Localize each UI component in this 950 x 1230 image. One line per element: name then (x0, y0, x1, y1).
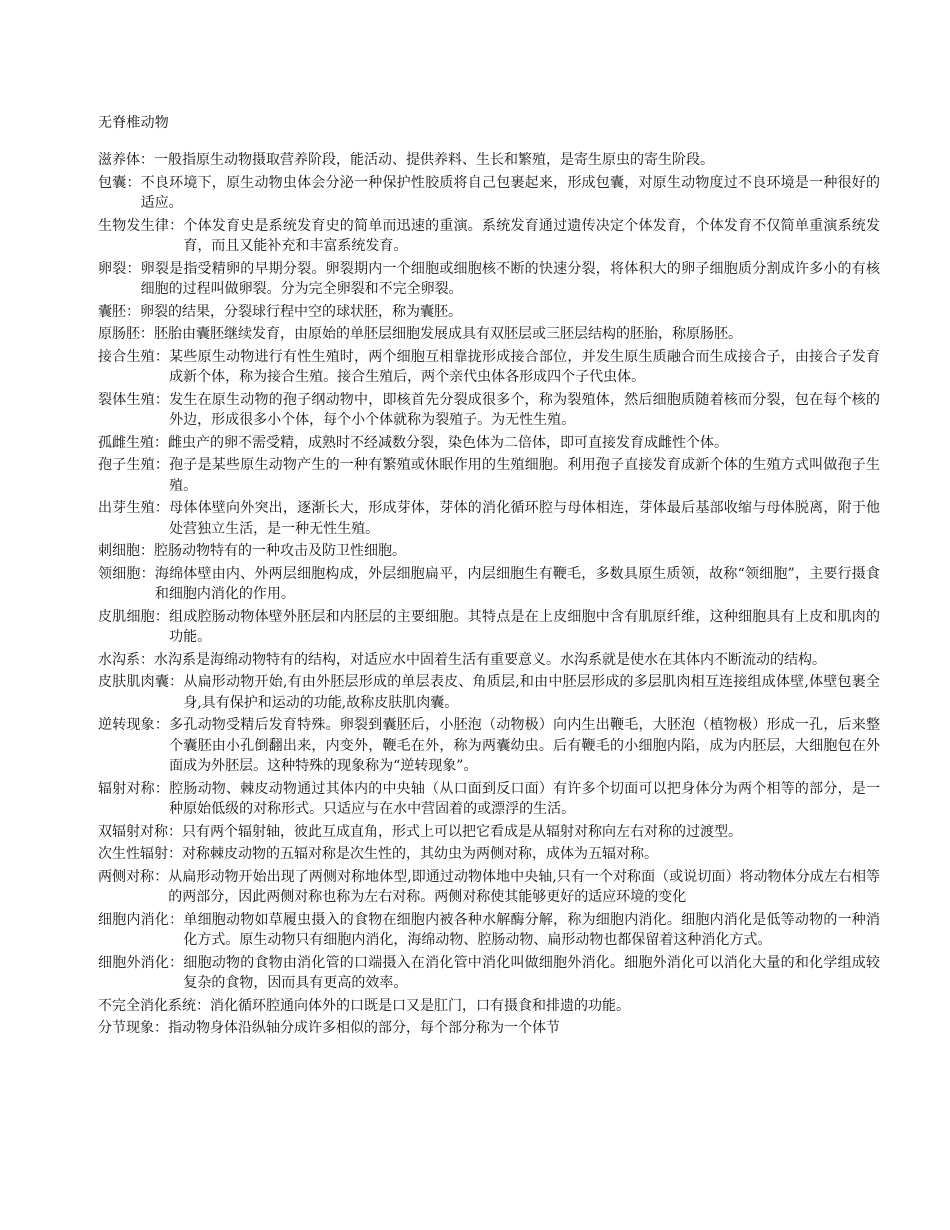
glossary-entry (98, 1018, 880, 1039)
entry-term: 辐射对称： (98, 780, 170, 797)
entry-term: 皮肤肌肉囊： (98, 674, 184, 690)
glossary-entry (98, 822, 880, 843)
entry-term: 领细胞： (98, 565, 155, 582)
entry-term: 原肠胚： (98, 326, 154, 342)
glossary-entry (98, 390, 880, 431)
entry-definition: 腔肠动物、棘皮动物通过其体内的中央轴（从口面到反口面）有许多个切面可以把身体分为两个相等的部分，是一种原始低级的对称形式。只适应与在水中营固着的或漂浮的生活。 (169, 780, 881, 817)
entry-definition: 不良环境下，原生动物虫体会分泌一种保护性胶质将自己包裹起来，形成包囊，对原生动物度过不良环境是一种很好的适应。 (140, 174, 881, 211)
glossary-entry (98, 779, 880, 820)
entry-term: 接合生殖： (98, 348, 170, 365)
entry-definition: 水沟系是海绵动物特有的结构，对适应水中固着生活有重要意义。水沟系就是使水在其体内不断流动的结构。 (154, 651, 826, 668)
entry-term: 裂体生殖： (98, 391, 170, 408)
glossary-entry (98, 844, 880, 865)
glossary-entry (98, 498, 880, 539)
entry-term: 分节现象： (98, 1020, 168, 1036)
entry-definition: 胚胎由囊胚继续发育，由原始的单胚层细胞发展成具有双胚层或三胚层结构的胚胎，称原肠胚。 (154, 326, 742, 342)
entry-term: 孤雌生殖： (98, 434, 168, 451)
entry-term: 生物发生律： (98, 217, 184, 234)
glossary-entry (98, 302, 880, 323)
glossary-entry (98, 650, 880, 671)
entry-definition: 海绵体壁由内、外两层细胞构成，外层细胞扁平，内层细胞生有鞭毛，多数具原生质领，故称“领细胞”，主要行摄食和细胞内消化的作用。 (154, 565, 881, 602)
entry-term: 不完全消化系统： (98, 997, 210, 1014)
entry-term: 次生性辐射： (98, 846, 182, 862)
glossary-entry (98, 173, 880, 214)
entry-term: 细胞外消化： (98, 954, 184, 971)
glossary-entry (98, 541, 880, 562)
glossary-entry (98, 672, 880, 713)
entry-term: 囊胚： (98, 303, 140, 320)
entry-definition: 只有两个辐射轴，彼此互成直角，形式上可以把它看成是从辐射对称向左右对称的过渡型。 (182, 823, 742, 840)
entry-definition: 孢子是某些原生动物产生的一种有繁殖或休眠作用的生殖细胞。利用孢子直接发育成新个体的生殖方式叫做孢子生殖。 (169, 457, 881, 494)
entry-definition: 发生在原生动物的孢子纲动物中，即核首先分裂成很多个，称为裂殖体，然后细胞质随着核而分裂，包在每个核的外边，形成很多小个体，每个小个体就称为裂殖子。为无性生殖。 (169, 391, 881, 428)
glossary-entry (98, 867, 880, 908)
glossary-entry (98, 564, 880, 605)
glossary-entry (98, 150, 880, 171)
entry-definition: 多孔动物受精后发育特殊。卵裂到囊胚后，小胚泡（动物极）向内生出鞭毛，大胚泡（植物极）形成一孔，后来整个囊胚由小孔倒翻出来，内变外，鞭毛在外，称为两囊幼虫。后有鞭毛的小细胞内陷，成为内胚层，大细胞包在外面成为外胚层。这种特殊的现象称为“逆转现象”。 (169, 717, 881, 774)
entry-term: 孢子生殖： (98, 457, 170, 473)
entry-term: 出芽生殖： (98, 500, 170, 516)
entry-term: 卵裂： (98, 260, 141, 277)
glossary-entry (98, 953, 880, 994)
glossary-entry (98, 259, 880, 300)
entry-definition: 个体发育史是系统发育史的简单而迅速的重演。系统发育通过遗传决定个体发育，个体发育不仅简单重演系统发育，而且又能补充和丰富系统发育。 (183, 217, 881, 254)
entry-definition: 卵裂的结果，分裂球行程中空的球状胚，称为囊胚。 (140, 303, 462, 320)
glossary-entry (98, 910, 880, 951)
glossary-list (98, 150, 880, 1041)
entry-definition: 某些原生动物进行有性生殖时，两个细胞互相靠拢形成接合部位，并发生原生质融合而生成接合子，由接合子发育成新个体，称为接合生殖。接合生殖后，两个亲代虫体各形成四个子代虫体。 (169, 348, 881, 385)
entry-term: 双辐射对称： (98, 823, 182, 840)
entry-term: 滋养体： (98, 152, 154, 168)
entry-definition: 卵裂是指受精卵的早期分裂。卵裂期内一个细胞或细胞核不断的快速分裂，将体积大的卵子细胞质分割成许多小的有核细胞的过程叫做卵裂。分为完全卵裂和不完全卵裂。 (140, 260, 881, 297)
glossary-entry (98, 324, 880, 345)
glossary-entry (98, 715, 880, 777)
glossary-entry (98, 607, 880, 648)
entry-definition: 组成腔肠动物体壁外胚层和内胚层的主要细胞。其特点是在上皮细胞中含有肌原纤维，这种细胞具有上皮和肌肉的功能。 (169, 608, 881, 645)
entry-definition: 母体体壁向外突出，逐渐长大，形成芽体，芽体的消化循环腔与母体相连，芽体最后基部收缩与母体脱离，附于他处营独立生活，是一种无性生殖。 (169, 500, 881, 537)
entry-definition: 消化循环腔通向体外的口既是口又是肛门，口有摄食和排遗的功能。 (210, 997, 630, 1014)
document-title: 无脊椎动物 (98, 115, 169, 131)
entry-definition: 细胞动物的食物由消化管的口端摄入在消化管中消化叫做细胞外消化。细胞外消化可以消化大量的和化学组成较复杂的食物，因而具有更高的效率。 (183, 954, 881, 991)
entry-definition: 从扁形动物开始,有由外胚层形成的单层表皮、角质层,和由中胚层形成的多层肌肉相互连接组成体壁,体壁包裹全身,具有保护和运动的功能,故称皮肤肌肉囊。 (183, 674, 880, 711)
entry-definition: 对称棘皮动物的五辐对称是次生性的，其幼虫为两侧对称，成体为五辐对称。 (182, 846, 658, 862)
entry-term: 水沟系： (98, 651, 154, 668)
entry-term: 包囊： (98, 174, 141, 191)
glossary-entry (98, 216, 880, 257)
glossary-entry (98, 433, 880, 454)
glossary-entry (98, 347, 880, 388)
entry-term: 逆转现象： (98, 717, 170, 733)
entry-term: 刺细胞： (98, 543, 154, 559)
entry-definition: 雌虫产的卵不需受精，成熟时不经减数分裂，染色体为二倍体，即可直接发育成雌性个体。 (168, 434, 728, 451)
entry-definition: 腔肠动物特有的一种攻击及防卫性细胞。 (154, 543, 406, 559)
glossary-entry (98, 996, 880, 1017)
entry-term: 细胞内消化： (98, 911, 184, 928)
entry-definition: 指动物身体沿纵轴分成许多相似的部分，每个部分称为一个体节 (168, 1020, 560, 1036)
entry-term: 皮肌细胞： (98, 608, 170, 625)
glossary-entry (98, 455, 880, 496)
entry-definition: 一般指原生动物摄取营养阶段，能活动、提供养料、生长和繁殖，是寄生原虫的寄生阶段。 (154, 152, 714, 168)
entry-definition: 单细胞动物如草履虫摄入的食物在细胞内被各种水解酶分解，称为细胞内消化。细胞内消化是低等动物的一种消化方式。原生动物只有细胞内消化，海绵动物、腔肠动物、扁形动物也都保留着这种消化方式。 (183, 911, 881, 948)
entry-definition: 从扁形动物开始出现了两侧对称地体型,即通过动物体地中央轴,只有一个对称面（或说切面）将动物体分成左右相等的两部分，因此两侧对称也称为左右对称。两侧对称使其能够更好的适应环境的变化 (168, 868, 880, 905)
entry-term: 两侧对称： (98, 868, 169, 885)
